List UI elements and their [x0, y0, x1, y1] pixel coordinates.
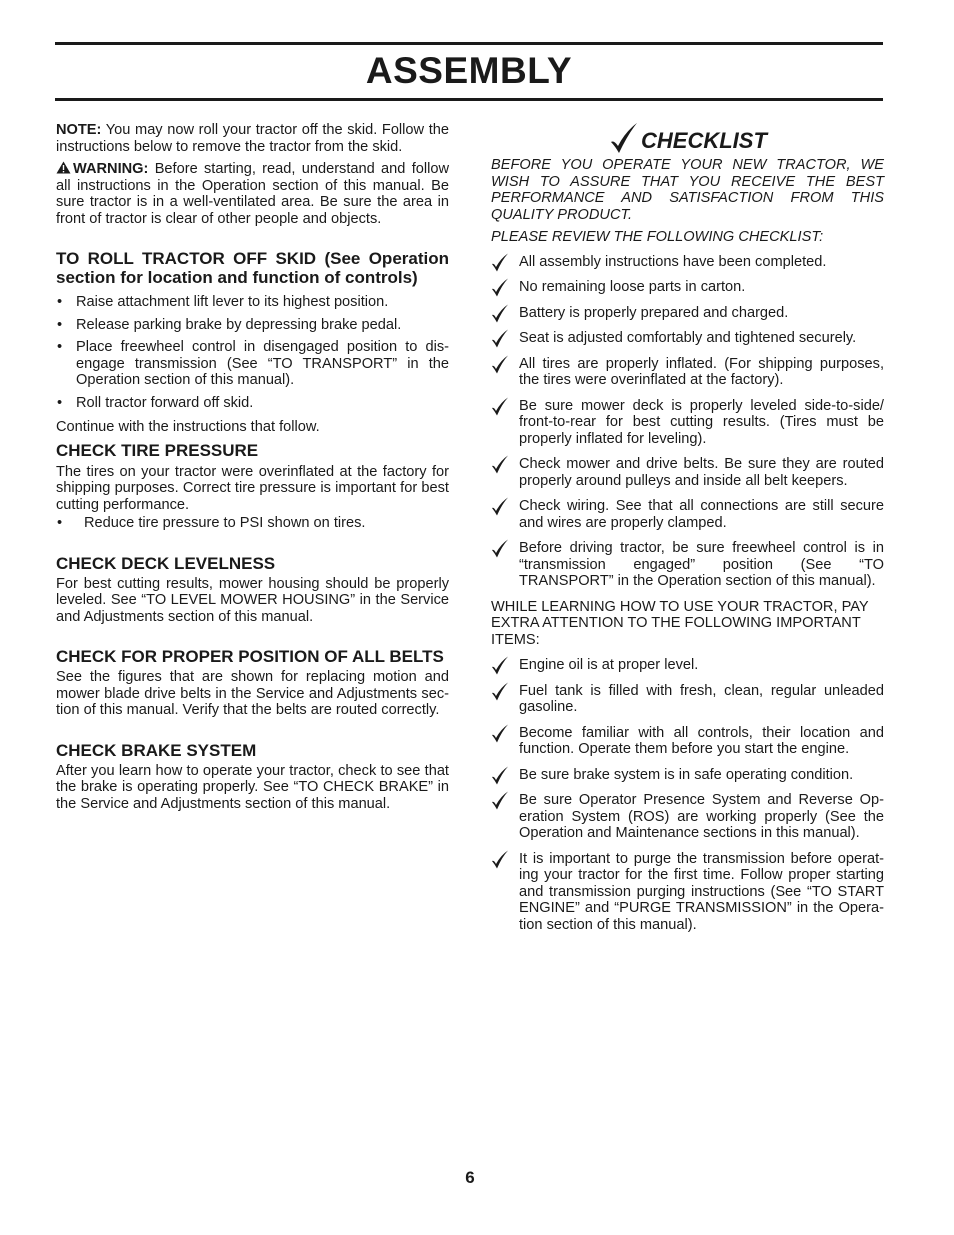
checklist-item: Engine oil is at proper level. — [491, 657, 884, 674]
list-item: • Release parking brake by depressing brake pedal. — [56, 317, 449, 334]
left-column — [56, 122, 449, 812]
checklist-item: Before driving tractor, be sure freewheel control is in “transmission engaged” position (See “TO TRANSPORT” in the Operation section of this manual). — [491, 540, 884, 590]
header-rule-bottom — [55, 98, 883, 101]
checklist-items — [491, 254, 884, 590]
checkmark-icon — [491, 455, 509, 474]
checkmark-icon — [491, 724, 509, 743]
warning-text: Before starting, read, understand and follow all instructions in the Operation section of this manual. Be sure tractor is in a well-ventilated area. Be sure the area in front of tractor is clear of other people and objects. — [56, 161, 449, 227]
note-label: NOTE: — [56, 122, 102, 138]
list-item: • Place freewheel control in disengaged position to dis-engage transmission (See “TO TRANSPORT” in the Operation section of this manual). — [56, 339, 449, 389]
header-rule-top — [55, 42, 883, 45]
checkmark-icon — [491, 656, 509, 675]
checkmark-icon — [491, 278, 509, 297]
deck-levelness-text: For best cutting results, mower housing should be properly leveled. See “TO LEVEL MOWER HOUSING” in the Service and Adjustments section of this manual. — [56, 575, 449, 625]
tire-pressure-text: The tires on your tractor were overinflated at the factory for shipping purposes. Correct tire pressure is important for best cutting performance. — [56, 463, 449, 513]
checklist-item: All assembly instructions have been completed. — [491, 254, 884, 271]
list-item: • Roll tractor forward off skid. — [56, 395, 449, 412]
note-paragraph — [56, 122, 449, 155]
checklist-item: Battery is properly prepared and charged. — [491, 305, 884, 322]
checklist-review: PLEASE REVIEW THE FOLLOWING CHECKLIST: — [491, 229, 824, 245]
page-title: ASSEMBLY — [365, 50, 573, 91]
checklist-title — [609, 122, 884, 154]
checklist-intro: BEFORE YOU OPERATE YOUR NEW TRACTOR, WE WISH TO ASSURE THAT YOU RECEIVE THE BEST PERFORMANCE AND SATISFACTION FROM THIS QUALITY PRODUCT. — [491, 157, 884, 223]
deck-levelness-heading: CHECK DECK LEVELNESS — [56, 553, 276, 573]
checklist-item: No remaining loose parts in carton. — [491, 279, 884, 296]
checklist-item: All tires are properly inflated. (For shipping purposes, the tires were overinflated at the factory). — [491, 356, 884, 389]
note-text: You may now roll your tractor off the skid. Follow the instructions below to remove the tractor from the skid. — [56, 122, 449, 155]
checkmark-icon — [491, 791, 509, 810]
checkmark-icon — [491, 329, 509, 348]
checklist-item: Be sure mower deck is properly leveled side-to-side/ front-to-rear for best cutting results. (Tires must be properly inflated for leveling). — [491, 398, 884, 448]
list-item: • Raise attachment lift lever to its highest position. — [56, 294, 449, 311]
belts-position-heading: CHECK FOR PROPER POSITION OF ALL BELTS — [56, 647, 444, 666]
tire-pressure-bullet: • Reduce tire pressure to PSI shown on tires. — [56, 515, 449, 532]
checkmark-icon — [609, 122, 639, 154]
continue-text: Continue with the instructions that follow. — [56, 419, 320, 435]
checkmark-icon — [491, 397, 509, 416]
checklist-title-text: CHECKLIST — [641, 128, 767, 153]
checklist-item: Check wiring. See that all connections are still secure and wires are properly clamped. — [491, 498, 884, 531]
belts-position-text: See the figures that are shown for replacing motion and mower blade drive belts in the Service and Adjustments sec-tion of this manual. Verify that the belts are routed correctly. — [56, 669, 449, 718]
checklist-item: Seat is adjusted comfortably and tightened securely. — [491, 330, 884, 347]
checkmark-icon — [491, 497, 509, 516]
checkmark-icon — [491, 304, 509, 323]
warning-label: WARNING: — [73, 161, 149, 177]
checklist-item: Become familiar with all controls, their location and function. Operate them before you start the engine. — [491, 725, 884, 758]
checkmark-icon — [491, 355, 509, 374]
important-items — [491, 657, 884, 933]
roll-steps-list — [56, 294, 449, 411]
roll-off-skid-heading: TO ROLL TRACTOR OFF SKID (See Operation section for location and function of controls) — [56, 249, 449, 287]
tire-pressure-heading: CHECK TIRE PRESSURE — [56, 440, 259, 460]
while-learning-text: WHILE LEARNING HOW TO USE YOUR TRACTOR, PAY EXTRA ATTENTION TO THE FOLLOWING IMPORTANT ITEMS: — [491, 598, 869, 648]
checklist-item: Be sure brake system is in safe operating condition. — [491, 767, 884, 784]
warning-paragraph — [56, 161, 449, 227]
checklist-item: It is important to purge the transmission before operat-ing your tractor for the first time. Follow proper starting and transmission purging instructions (See “TO START ENGINE” and “PURGE TRANSMISSION” in the Opera-tion section of this manual). — [491, 851, 884, 934]
checklist-item: Be sure Operator Presence System and Reverse Op-eration System (ROS) are working properly (See the Operation and Maintenance sections in this manual). — [491, 792, 884, 842]
brake-system-heading: CHECK BRAKE SYSTEM — [56, 740, 257, 760]
checkmark-icon — [491, 850, 509, 869]
checkmark-icon — [491, 539, 509, 558]
checklist-item: Check mower and drive belts. Be sure they are routed properly around pulleys and inside all belt keepers. — [491, 456, 884, 489]
checklist-item: Fuel tank is filled with fresh, clean, regular unleaded gasoline. — [491, 683, 884, 716]
warning-triangle-icon — [56, 161, 71, 174]
right-column — [491, 122, 884, 942]
checkmark-icon — [491, 253, 509, 272]
checkmark-icon — [491, 682, 509, 701]
page-number: 6 — [465, 1168, 475, 1187]
checkmark-icon — [491, 766, 509, 785]
brake-system-text: After you learn how to operate your tractor, check to see that the brake is operating properly. See “TO CHECK BRAKE” in the Service and Adjustments section of this manual. — [56, 762, 449, 812]
